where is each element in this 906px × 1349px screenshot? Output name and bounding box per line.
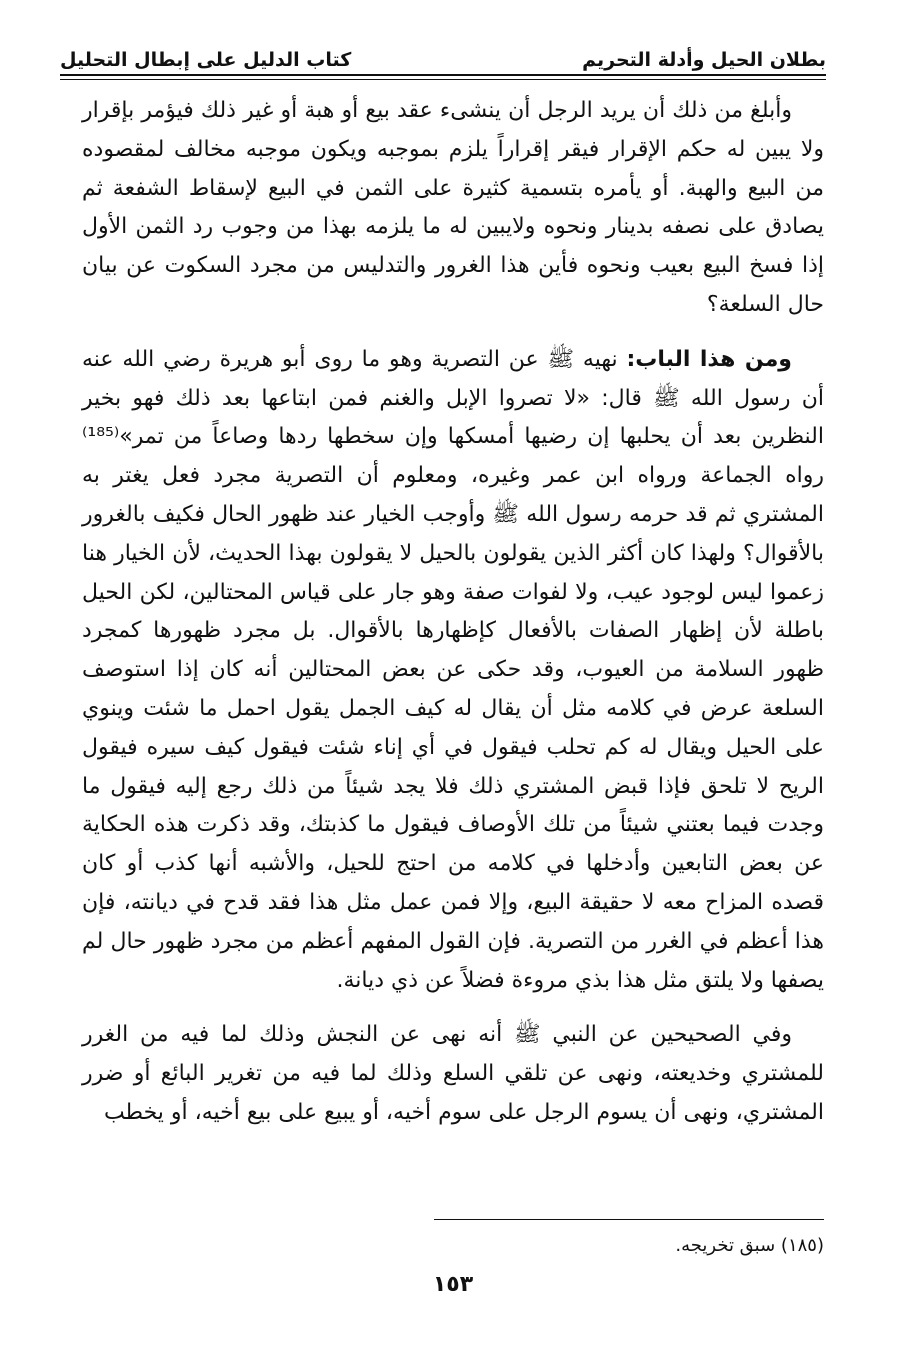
header-book-title-left: كتاب الدليل على إبطال التحليل xyxy=(60,49,352,71)
paragraph-2-text: نهيه ﷺ عن التصرية وهو ما روى أبو هريرة رضي الله عنه أن رسول الله ﷺ قال: «لا تصروا الإبل والغنم فمن ابتاعها بعد ذلك فهو بخير النظرين بعد أن يحلبها إن رضيها أمسكها وإن سخطها ردها وصاعاً من تمر»⁽¹⁸⁵⁾ رواه الجماعة ورواه ابن عمر وغيره، ومعلوم أن التصرية مجرد فعل يغتر به المشتري ثم قد حرمه رسول الله ﷺ وأوجب الخيار عند ظهور الحال فكيف بالغرور بالأقوال؟ ولهذا كان أكثر الذين يقولون بالحيل لا يقولون بهذا الحديث، لأن الخيار هنا زعموا ليس لوجود عيب، ولا لفوات صفة وهو جار على قياس المحتالين، لكن الحيل باطلة لأن إظهار الصفات بالأفعال كإظهارها بالأقوال. بل مجرد ظهورها كمجرد ظهور السلامة من العيوب، وقد حكى عن بعض المحتالين أنه كان إذا استوصف السلعة عرض في كلامه مثل أن يقال له كيف الجمل يقول احمل ما شئت وينوي على الحيل ويقال له كم تحلب فيقول في أي إناء شئت فيقول كيف سيره فيقول الريح لا تلحق فإذا قبض المشتري ذلك فلا يجد شيئاً من ذلك رجع إليه فيقول ما وجدت فيما بعتني شيئاً من تلك الأوصاف فيقول ما كذبتك، وقد ذكرت هذه الحكاية عن بعض التابعين وأدخلها في كلامه من احتج للحيل، والأشبه أنها كذب أو كان قصده المزاح معه لا حقيقة البيع، وإلا فمن عمل مثل هذا فقد قدح في ديانته، فإن هذا أعظم في الغرر من التصرية. فإن القول المفهم أعظم من مجرد ظهور حال لم يصفها ولا يلتق مثل هذا بذي مروءة فضلاً عن ذي ديانة. xyxy=(82,346,824,993)
header-rule xyxy=(60,74,826,80)
page-number: ١٥٣ xyxy=(432,1272,474,1297)
paragraph-3: وفي الصحيحين عن النبي ﷺ أنه نهى عن النجش وذلك لما فيه من الغرر للمشتري وخديعته، ونهى عن تلقي السلع وذلك لما فيه من تغرير البائع أو ضرر المشتري، ونهى أن يسوم الرجل على سوم أخيه، أو يبيع على بيع أخيه، أو يخطب xyxy=(82,1022,824,1125)
paragraph-2 xyxy=(82,341,824,1001)
header-book-title-right: بطلان الحيل وأدلة التحريم xyxy=(582,49,826,71)
paragraph-2-lead: ومن هذا الباب: xyxy=(626,346,792,372)
running-header xyxy=(60,30,826,70)
footnote-185: (١٨٥) سبق تخريجه. xyxy=(675,1235,824,1256)
body-text xyxy=(82,92,824,1133)
footnote-rule xyxy=(434,1219,824,1220)
paragraph-1: وأبلغ من ذلك أن يريد الرجل أن ينشىء عقد بيع أو هبة أو غير ذلك فيؤمر بإقرار ولا يبين له حكم الإقرار فيقر إقراراً يلزم بموجبه ويكون موجبه مخالف لمقصوده من البيع والهبة. أو يأمره بتسمية كثيرة على الثمن في البيع لإسقاط الشفعة ثم يصادق على نصفه بدينار ونحوه ولايبين له ما يلزمه بهذا من وجوب رد الثمن الأول إذا فسخ البيع بعيب ونحوه فأين هذا الغرور والتدليس من مجرد السكوت عن بيان حال السلعة؟ xyxy=(82,98,824,317)
